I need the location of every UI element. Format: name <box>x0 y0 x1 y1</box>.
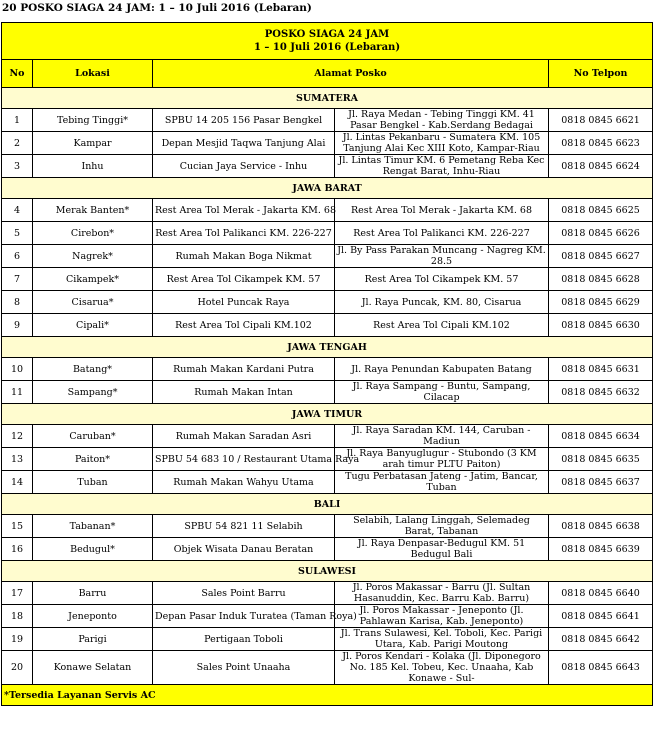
cell-posko: SPBU 54 821 11 Selabih <box>153 515 335 538</box>
region-row <box>2 178 653 199</box>
cell-telpon: 0818 0845 6638 <box>549 515 653 538</box>
cell-posko: Rumah Makan Kardani Putra <box>153 358 335 381</box>
cell-lokasi: Tuban <box>33 471 153 494</box>
cell-alamat: Jl. Raya Saradan KM. 144, Caruban - Madiun <box>335 425 549 448</box>
cell-alamat: Rest Area Tol Merak - Jakarta KM. 68 <box>335 199 549 222</box>
table-row <box>2 268 653 291</box>
cell-no: 17 <box>2 582 33 605</box>
region-row <box>2 494 653 515</box>
region-name: JAWA TIMUR <box>2 404 653 425</box>
header-row <box>2 60 653 88</box>
header-no: No <box>2 60 33 88</box>
cell-alamat: Jl. Lintas Pekanbaru - Sumatera KM. 105 Tanjung Alai Kec XIII Koto, Kampar-Riau <box>335 132 549 155</box>
cell-posko: Rest Area Tol Cipali KM.102 <box>153 314 335 337</box>
cell-alamat: Jl. Raya Penundan Kabupaten Batang <box>335 358 549 381</box>
table-row <box>2 155 653 178</box>
cell-telpon: 0818 0845 6641 <box>549 605 653 628</box>
cell-lokasi: Merak Banten* <box>33 199 153 222</box>
table-row <box>2 132 653 155</box>
cell-lokasi: Inhu <box>33 155 153 178</box>
table-row <box>2 471 653 494</box>
cell-lokasi: Cikampek* <box>33 268 153 291</box>
table-row <box>2 605 653 628</box>
cell-no: 2 <box>2 132 33 155</box>
cell-no: 4 <box>2 199 33 222</box>
cell-telpon: 0818 0845 6621 <box>549 109 653 132</box>
cell-no: 11 <box>2 381 33 404</box>
region-name: SULAWESI <box>2 561 653 582</box>
table-row <box>2 314 653 337</box>
cell-no: 19 <box>2 628 33 651</box>
table-row <box>2 448 653 471</box>
cell-posko: Rumah Makan Boga Nikmat <box>153 245 335 268</box>
cell-alamat: Jl. Poros Makassar - Jeneponto (Jl. Pahlawan Karisa, Kab. Jeneponto) <box>335 605 549 628</box>
banner-row <box>2 23 653 60</box>
cell-alamat: Jl. Trans Sulawesi, Kel. Toboli, Kec. Parigi Utara, Kab. Parigi Moutong <box>335 628 549 651</box>
table-row <box>2 291 653 314</box>
cell-alamat: Jl. Poros Makassar - Barru (Jl. Sultan Hasanuddin, Kec. Barru Kab. Barru) <box>335 582 549 605</box>
cell-posko: Pertigaan Toboli <box>153 628 335 651</box>
cell-posko: Rumah Makan Intan <box>153 381 335 404</box>
cell-no: 1 <box>2 109 33 132</box>
table-row <box>2 245 653 268</box>
cell-telpon: 0818 0845 6631 <box>549 358 653 381</box>
region-name: JAWA BARAT <box>2 178 653 199</box>
table-row <box>2 538 653 561</box>
cell-no: 6 <box>2 245 33 268</box>
cell-lokasi: Parigi <box>33 628 153 651</box>
cell-posko: Cucian Jaya Service - Inhu <box>153 155 335 178</box>
cell-alamat: Rest Area Tol Palikanci KM. 226-227 <box>335 222 549 245</box>
region-name: JAWA TENGAH <box>2 337 653 358</box>
cell-telpon: 0818 0845 6625 <box>549 199 653 222</box>
cell-posko: Objek Wisata Danau Beratan <box>153 538 335 561</box>
cell-no: 3 <box>2 155 33 178</box>
cell-no: 7 <box>2 268 33 291</box>
table-row <box>2 358 653 381</box>
table-row <box>2 425 653 448</box>
region-name: BALI <box>2 494 653 515</box>
cell-lokasi: Cirebon* <box>33 222 153 245</box>
cell-no: 14 <box>2 471 33 494</box>
cell-no: 15 <box>2 515 33 538</box>
cell-telpon: 0818 0845 6640 <box>549 582 653 605</box>
cell-alamat: Jl. Lintas Timur KM. 6 Pemetang Reba Kec Rengat Barat, Inhu-Riau <box>335 155 549 178</box>
banner-line-1: POSKO SIAGA 24 JAM <box>264 29 390 40</box>
cell-posko: Rumah Makan Saradan Asri <box>153 425 335 448</box>
cell-lokasi: Kampar <box>33 132 153 155</box>
cell-no: 8 <box>2 291 33 314</box>
cell-telpon: 0818 0845 6637 <box>549 471 653 494</box>
cell-posko: Hotel Puncak Raya <box>153 291 335 314</box>
cell-alamat: Jl. Raya Puncak, KM. 80, Cisarua <box>335 291 549 314</box>
table-row <box>2 515 653 538</box>
footer-note: *Tersedia Layanan Servis AC <box>2 685 653 706</box>
page-title: 20 POSKO SIAGA 24 JAM: 1 – 10 Juli 2016 (Lebaran) <box>2 2 312 14</box>
cell-posko: Rest Area Tol Cikampek KM. 57 <box>153 268 335 291</box>
cell-telpon: 0818 0845 6642 <box>549 628 653 651</box>
cell-lokasi: Caruban* <box>33 425 153 448</box>
cell-no: 18 <box>2 605 33 628</box>
cell-no: 10 <box>2 358 33 381</box>
region-row <box>2 561 653 582</box>
cell-alamat: Jl. Raya Banyuglugur - Stubondo (3 KM arah timur PLTU Paiton) <box>335 448 549 471</box>
cell-lokasi: Batang* <box>33 358 153 381</box>
cell-telpon: 0818 0845 6623 <box>549 132 653 155</box>
cell-no: 16 <box>2 538 33 561</box>
cell-posko: Rest Area Tol Palikanci KM. 226-227 <box>153 222 335 245</box>
cell-no: 5 <box>2 222 33 245</box>
table-row <box>2 381 653 404</box>
cell-posko: SPBU 14 205 156 Pasar Bengkel <box>153 109 335 132</box>
cell-lokasi: Sampang* <box>33 381 153 404</box>
cell-posko: Depan Pasar Induk Turatea (Taman Roya) <box>153 605 335 628</box>
cell-lokasi: Tabanan* <box>33 515 153 538</box>
cell-posko: Sales Point Unaaha <box>153 651 335 685</box>
banner-line-2: 1 – 10 Juli 2016 (Lebaran) <box>253 42 401 53</box>
cell-telpon: 0818 0845 6624 <box>549 155 653 178</box>
cell-lokasi: Cipali* <box>33 314 153 337</box>
region-row <box>2 88 653 109</box>
cell-lokasi: Barru <box>33 582 153 605</box>
cell-lokasi: Nagrek* <box>33 245 153 268</box>
cell-posko: Rest Area Tol Merak - Jakarta KM. 68 <box>153 199 335 222</box>
region-row <box>2 337 653 358</box>
header-alamat: Alamat Posko <box>153 60 549 88</box>
cell-alamat: Jl. Raya Sampang - Buntu, Sampang, Cilacap <box>335 381 549 404</box>
cell-lokasi: Bedugul* <box>33 538 153 561</box>
table-row <box>2 582 653 605</box>
cell-lokasi: Tebing Tinggi* <box>33 109 153 132</box>
header-telpon: No Telpon <box>549 60 653 88</box>
cell-alamat: Tugu Perbatasan Jateng - Jatim, Bancar, Tuban <box>335 471 549 494</box>
cell-posko: Sales Point Barru <box>153 582 335 605</box>
cell-telpon: 0818 0845 6639 <box>549 538 653 561</box>
table-row <box>2 628 653 651</box>
region-name: SUMATERA <box>2 88 653 109</box>
cell-alamat: Jl. Raya Medan - Tebing Tinggi KM. 41 Pasar Bengkel - Kab.Serdang Bedagai <box>335 109 549 132</box>
table-banner <box>2 23 653 60</box>
cell-lokasi: Konawe Selatan <box>33 651 153 685</box>
cell-lokasi: Paiton* <box>33 448 153 471</box>
cell-alamat: Selabih, Lalang Linggah, Selemadeg Barat, Tabanan <box>335 515 549 538</box>
table-row <box>2 109 653 132</box>
cell-no: 9 <box>2 314 33 337</box>
table-row <box>2 651 653 685</box>
cell-no: 20 <box>2 651 33 685</box>
cell-alamat: Jl. By Pass Parakan Muncang - Nagreg KM. 28.5 <box>335 245 549 268</box>
cell-posko: SPBU 54 683 10 / Restaurant Utama Raya <box>153 448 335 471</box>
cell-posko: Rumah Makan Wahyu Utama <box>153 471 335 494</box>
cell-telpon: 0818 0845 6627 <box>549 245 653 268</box>
cell-alamat: Jl. Raya Denpasar-Bedugul KM. 51 Bedugul Bali <box>335 538 549 561</box>
header-lokasi: Lokasi <box>33 60 153 88</box>
cell-telpon: 0818 0845 6632 <box>549 381 653 404</box>
cell-alamat: Rest Area Tol Cikampek KM. 57 <box>335 268 549 291</box>
cell-telpon: 0818 0845 6626 <box>549 222 653 245</box>
cell-lokasi: Jeneponto <box>33 605 153 628</box>
cell-alamat: Jl. Poros Kendari - Kolaka (Jl. Diponegoro No. 185 Kel. Tobeu, Kec. Unaaha, Kab Konawe - Sul- <box>335 651 549 685</box>
region-row <box>2 404 653 425</box>
cell-telpon: 0818 0845 6629 <box>549 291 653 314</box>
cell-posko: Depan Mesjid Taqwa Tanjung Alai <box>153 132 335 155</box>
cell-lokasi: Cisarua* <box>33 291 153 314</box>
cell-telpon: 0818 0845 6635 <box>549 448 653 471</box>
table-row <box>2 199 653 222</box>
cell-no: 12 <box>2 425 33 448</box>
cell-telpon: 0818 0845 6634 <box>549 425 653 448</box>
cell-telpon: 0818 0845 6630 <box>549 314 653 337</box>
posko-table <box>1 22 653 706</box>
cell-telpon: 0818 0845 6643 <box>549 651 653 685</box>
cell-telpon: 0818 0845 6628 <box>549 268 653 291</box>
cell-no: 13 <box>2 448 33 471</box>
cell-alamat: Rest Area Tol Cipali KM.102 <box>335 314 549 337</box>
table-row <box>2 222 653 245</box>
footer-row <box>2 685 653 706</box>
